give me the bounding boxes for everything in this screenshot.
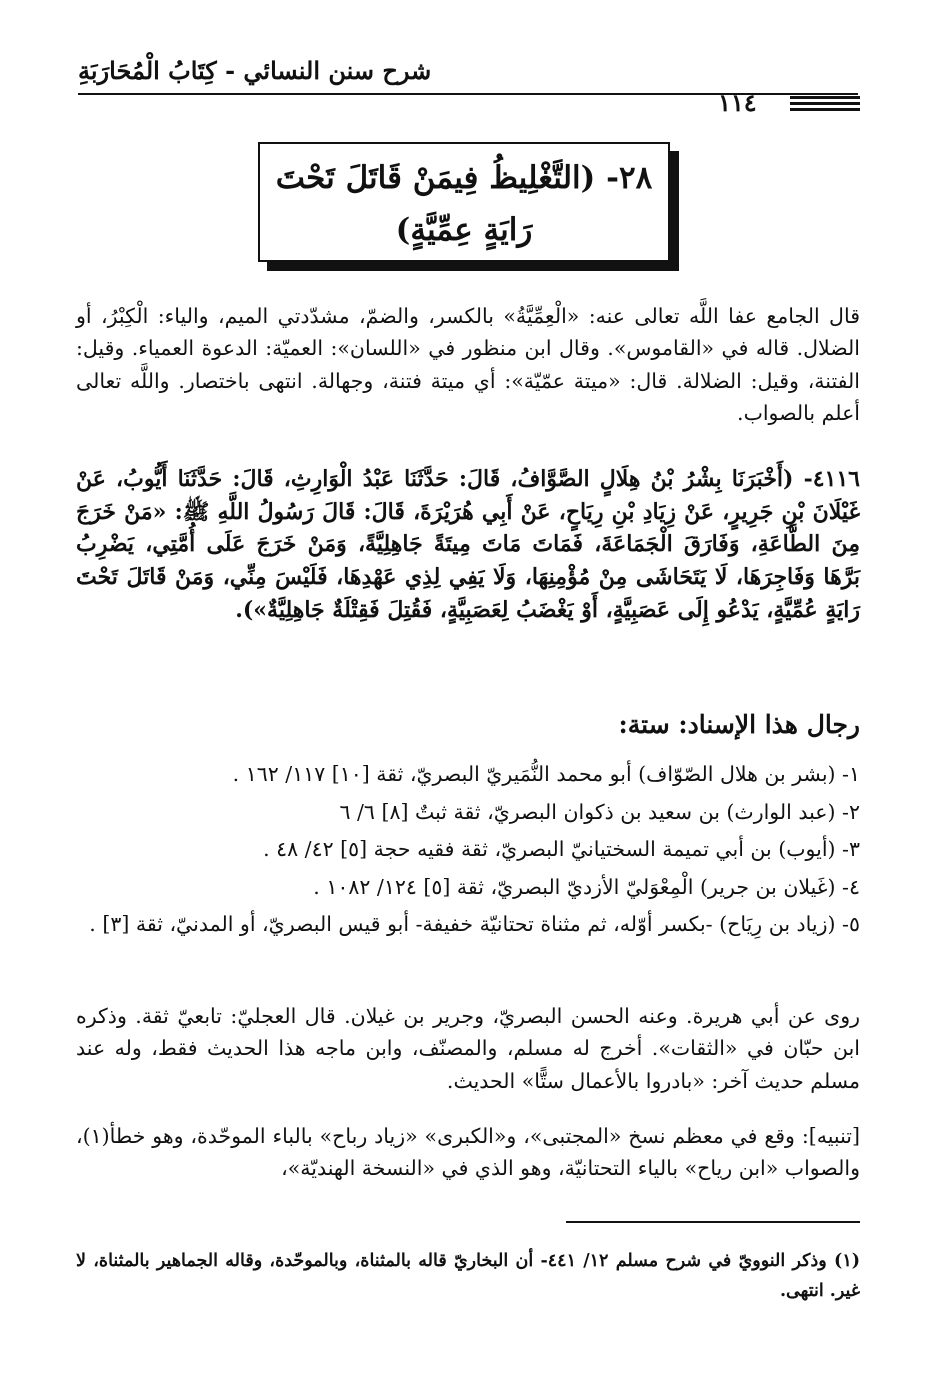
narrator-item: ٣- (أيوب) بن أبي تميمة السختيانيّ البصريّ، ثقة فقيه حجة [٥] ٤٢/ ٤٨ . xyxy=(263,837,860,861)
commentary-paragraph: قال الجامع عفا اللَّه تعالى عنه: «الْعِمِّيَّةُ» بالكسر، والضمّ، مشدّدتي الميم، والياء: الْكِبْرُ، أو الضلال. قاله في «القاموس». وقال ابن منظور في «اللسان»: العميّة: الدعوة العمياء. وقيل: الفتنة، وقيل: الضلالة. قال: «ميتة عمّيّة»: أي ميتة فتنة، وجهالة. انتهى باختصار. واللَّه تعالى أعلم بالصواب. xyxy=(76,304,860,426)
footnote-rule xyxy=(566,1221,860,1223)
section-heading: رجال هذا الإسناد: ستة: xyxy=(618,710,860,739)
page-number-group xyxy=(700,88,860,118)
narrator-item: ١- (بشر بن هلال الصّوّاف) أبو محمد النُّمَيريّ البصريّ، ثقة [١٠] ١١٧/ ١٦٢ . xyxy=(232,762,860,786)
bar-line xyxy=(790,102,860,105)
hadith-text: ٤١١٦- (أَخْبَرَنَا بِشْرُ بْنُ هِلَالٍ الصَّوَّافُ، قَالَ: حَدَّثَنَا عَبْدُ الْوَارِثِ، قَالَ: حَدَّثَنَا أَيُّوبُ، عَنْ غَيْلَانَ بْنِ جَرِيرٍ، عَنْ زِيَادِ بْنِ رِيَاحٍ، عَنْ أَبِي هُرَيْرَةَ، قَالَ: قَالَ رَسُولُ اللَّهِ ﷺ: «مَنْ خَرَجَ مِنَ الطَّاعَةِ، وَفَارَقَ الْجَمَاعَةَ، فَمَاتَ مَاتَ مِيتَةً جَاهِلِيَّةً، وَمَنْ خَرَجَ عَلَى أُمَّتِي، يَضْرِبُ بَرَّهَا وَفَاجِرَهَا، لَا يَتَحَاشَى مِنْ مُؤْمِنِهَا، وَلَا يَفِي لِذِي عَهْدِهَا، فَلَيْسَ مِنِّي، وَمَنْ قَاتَلَ تَحْتَ رَايَةٍ عُمِّيَّةٍ، يَدْعُو إِلَى عَصَبِيَّةٍ، أَوْ يَغْضَبُ لِعَصَبِيَّةٍ، فَقُتِلَ فَقِتْلَةٌ جَاهِلِيَّةٌ»). xyxy=(76,466,860,623)
narrator-commentary: روى عن أبي هريرة. وعنه الحسن البصريّ، وجرير بن غيلان. قال العجليّ: تابعيّ ثقة. وذكره ابن حبّان في «الثقات». أخرج له مسلم، والمصنّف، وابن ماجه هذا الحديث فقط، وله عند مسلم حديث آخر: «بادروا بالأعمال ستًّا» الحديث. xyxy=(76,1004,860,1093)
narrator-item: ٥- (زياد بن رِيَاح) -بكسر أوّله، ثم مثناة تحتانيّة خفيفة- أبو قيس البصريّ، أو المدنيّ، ثقة [٣] . xyxy=(89,912,860,936)
bar-line xyxy=(790,96,860,99)
chapter-title: ٢٨- (التَّغْلِيظُ فِيمَنْ قَاتَلَ تَحْتَ رَايَةٍ عِمِّيَّةٍ) xyxy=(275,160,653,248)
narrator-item: ٢- (عبد الوارث) بن سعيد بن ذكوان البصريّ، ثقة ثبتٌ [٨] ٦/ ٦ xyxy=(339,799,860,824)
bar-line xyxy=(790,108,860,111)
page-number: ١١٤ xyxy=(718,88,757,117)
note-paragraph: [تنبيه]: وقع في معظم نسخ «المجتبى»، و«الكبرى» «زياد رباح» بالباء الموحّدة، وهو خطأ(١)، والصواب «ابن رياح» بالياء التحتانيّة، وهو الذي في «النسخة الهنديّة»، xyxy=(76,1124,860,1181)
page-number-bars xyxy=(790,96,860,114)
running-title: شرح سنن النسائي - كِتَابُ الْمُحَارَبَةِ xyxy=(78,56,432,85)
narrator-item: ٤- (غَيلان بن جرير) الْمِعْوَليّ الأزديّ البصريّ، ثقة [٥] ١٢٤/ ١٠٨٢ . xyxy=(313,874,860,899)
narrator-list xyxy=(76,756,860,944)
footnote: (١) وذكر النوويّ في شرح مسلم ١٢/ ٤٤١- أن البخاريّ قاله بالمثناة، وبالموحّدة، وقاله الجماهير بالمثناة، لا غير. انتهى. xyxy=(76,1251,860,1301)
chapter-title-box xyxy=(258,142,670,262)
